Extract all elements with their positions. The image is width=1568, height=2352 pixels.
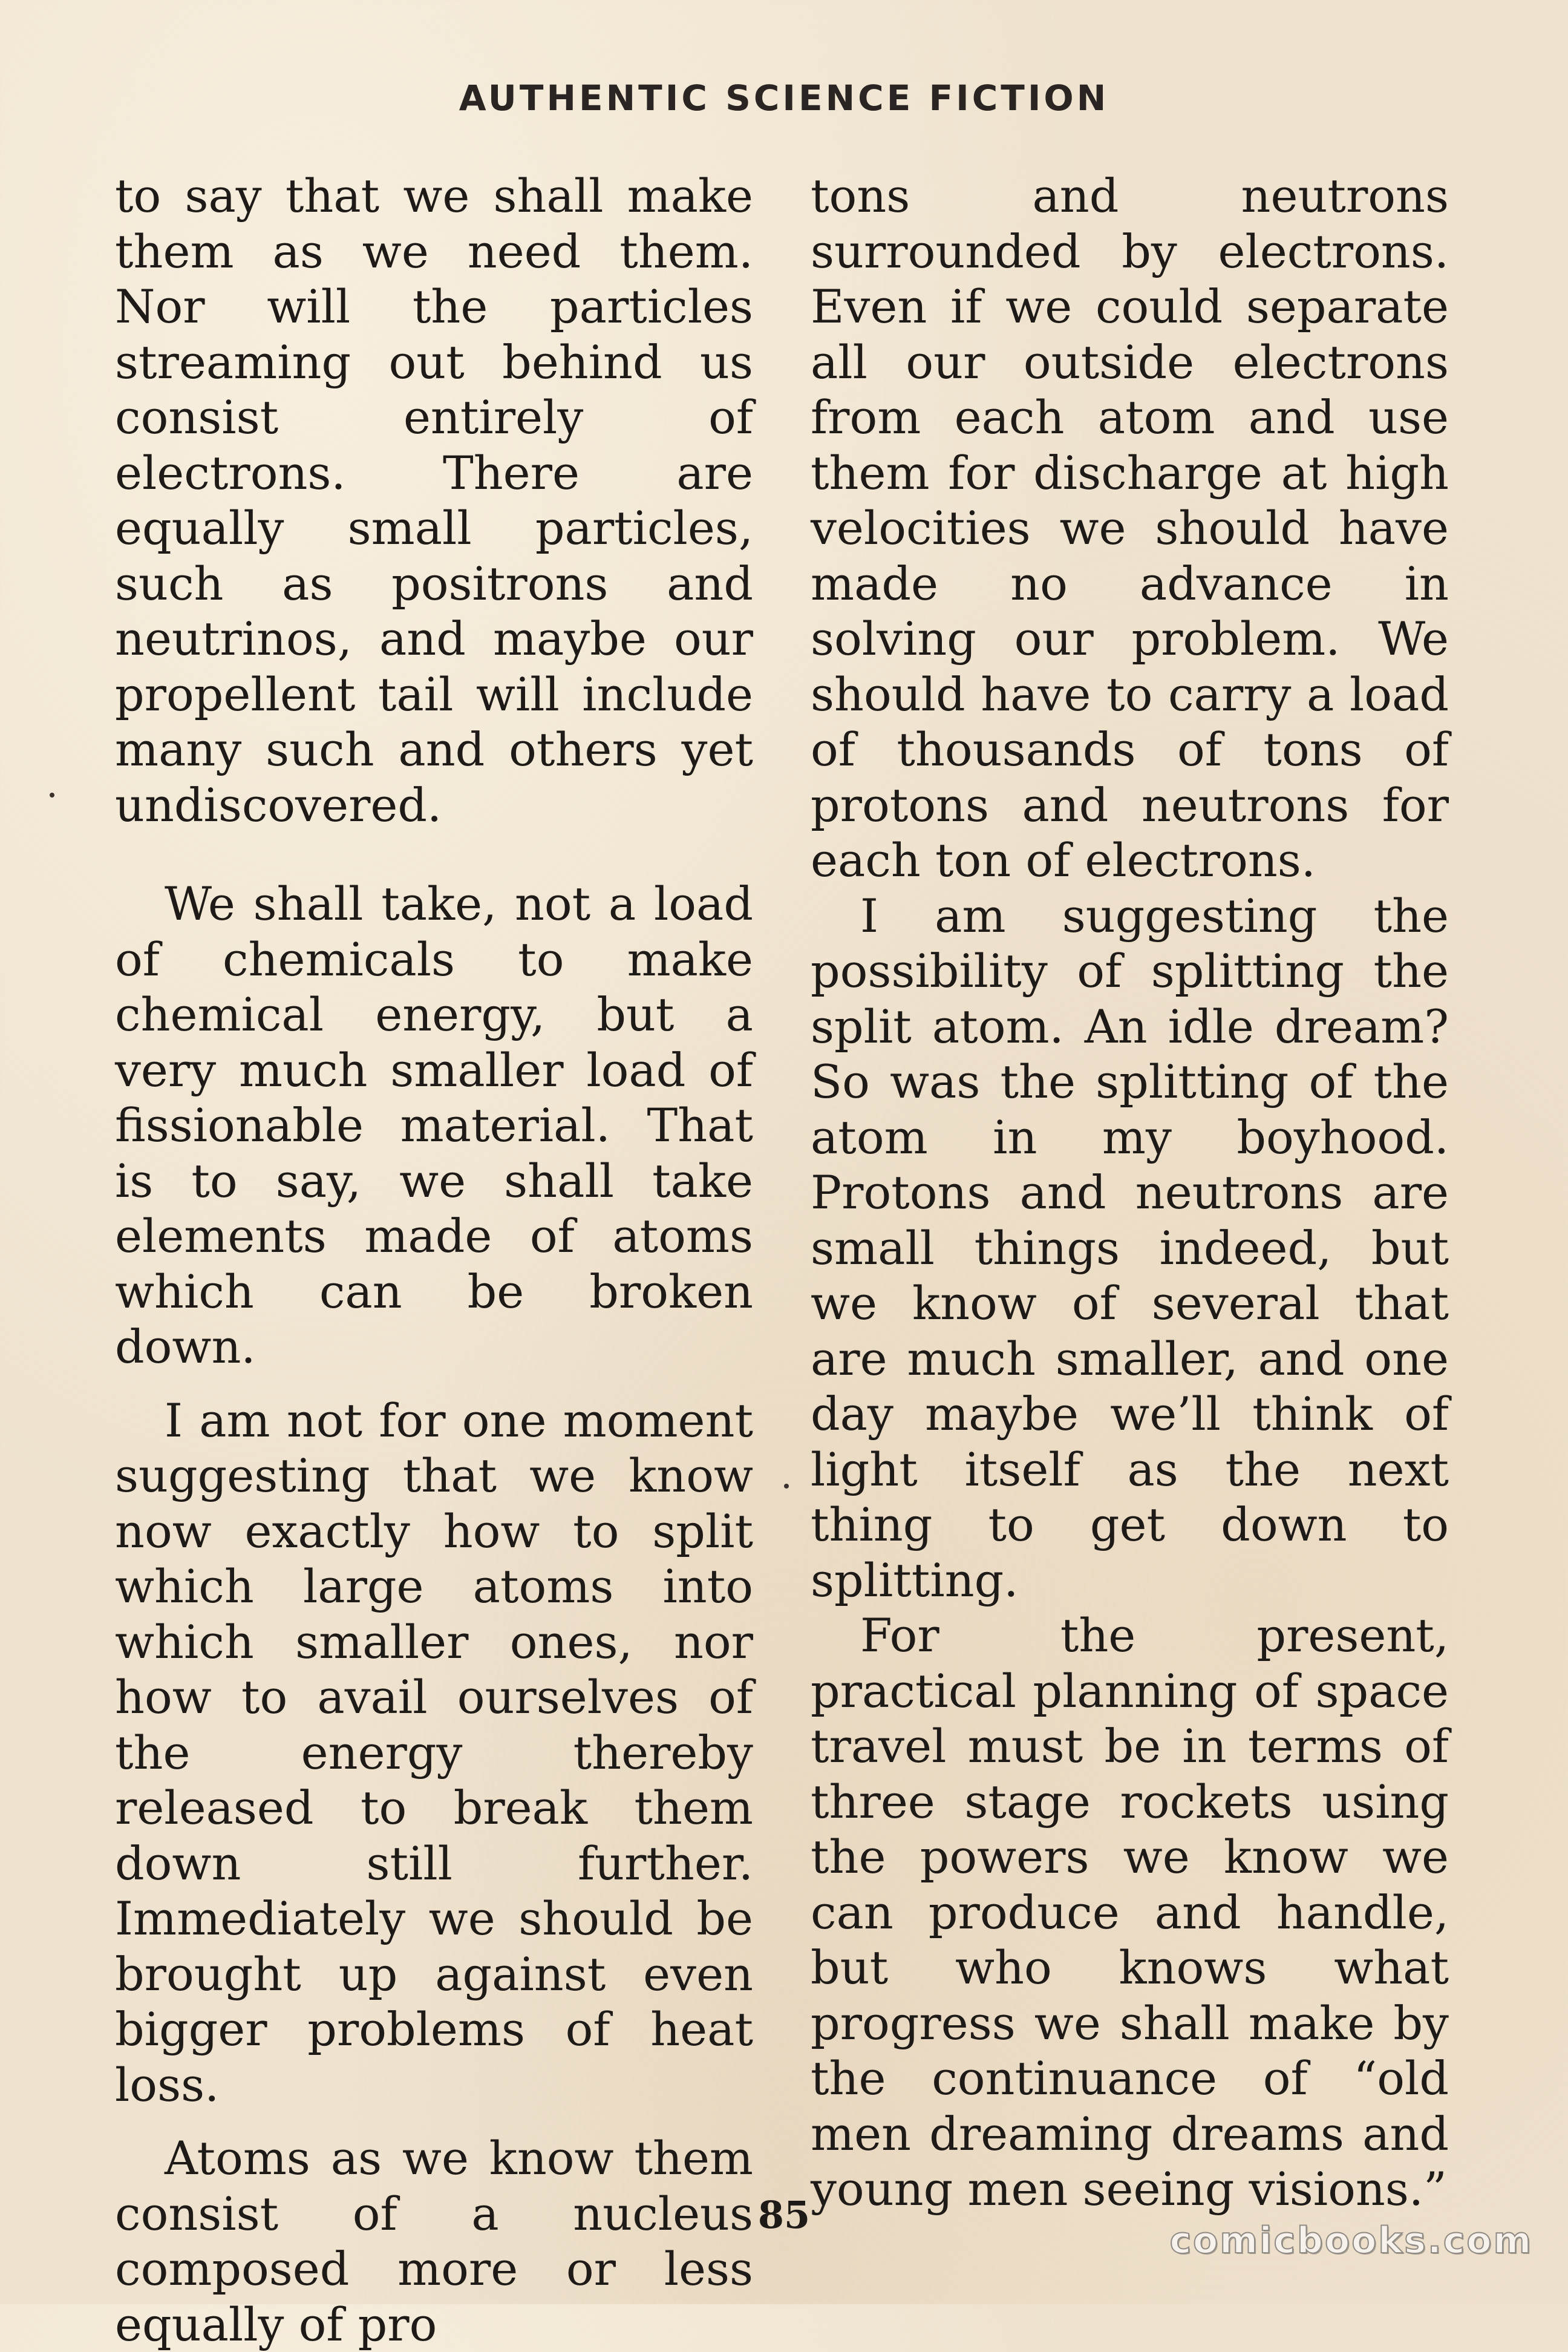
left-column bbox=[115, 168, 753, 2352]
ink-speck bbox=[50, 793, 54, 798]
paragraph: We shall take, not a load of chemicals to make chemical energy, but a very much smaller load of fissionable material. That is to say, we shall take elements made of atoms which can be broken down. bbox=[115, 877, 753, 1374]
running-head: AUTHENTIC SCIENCE FICTION bbox=[459, 77, 1109, 119]
page-number: 85 bbox=[757, 2193, 811, 2237]
right-column bbox=[811, 168, 1449, 2217]
paragraph: Atoms as we know them consist of a nucleus composed more or less equally of pro bbox=[115, 2131, 753, 2351]
paragraph: I am not for one moment suggesting that we know now exactly how to split which large atoms into which smaller ones, nor how to avail ourselves of the energy thereby released to break them down still further. Immediately we should be brought up against even bigger problems of heat loss. bbox=[115, 1393, 753, 2112]
paragraph: I am suggesting the possibility of splitting the split atom. An idle dream? So was the splitting of the atom in my boyhood. Protons and neutrons are small things indeed, but we know of several that are much smaller, and one day maybe we’ll think of light itself as the next thing to get down to splitting. bbox=[811, 888, 1449, 1607]
ink-speck bbox=[784, 1484, 789, 1489]
watermark: comicbooks.com bbox=[1169, 2219, 1533, 2262]
paragraph: tons and neutrons surrounded by electrons. Even if we could separate all our outside electrons from each atom and use them for discharge at high velocities we should have made no advance in solving our problem. We should have to carry a load of thousands of tons of protons and neutrons for each ton of electrons. bbox=[811, 169, 1449, 887]
paragraph: For the present, practical planning of space travel must be in terms of three stage rockets using the powers we know we can produce and handle, but who knows what progress we shall make by the continuance of “old men dreaming dreams and young men seeing visions.” bbox=[811, 1608, 1449, 2216]
paragraph: to say that we shall make them as we need them. Nor will the particles streaming out behind us consist entirely of electrons. There are equally small particles, such as positrons and neutrinos, and maybe our propellent tail will include many such and others yet undiscovered. bbox=[115, 169, 753, 832]
